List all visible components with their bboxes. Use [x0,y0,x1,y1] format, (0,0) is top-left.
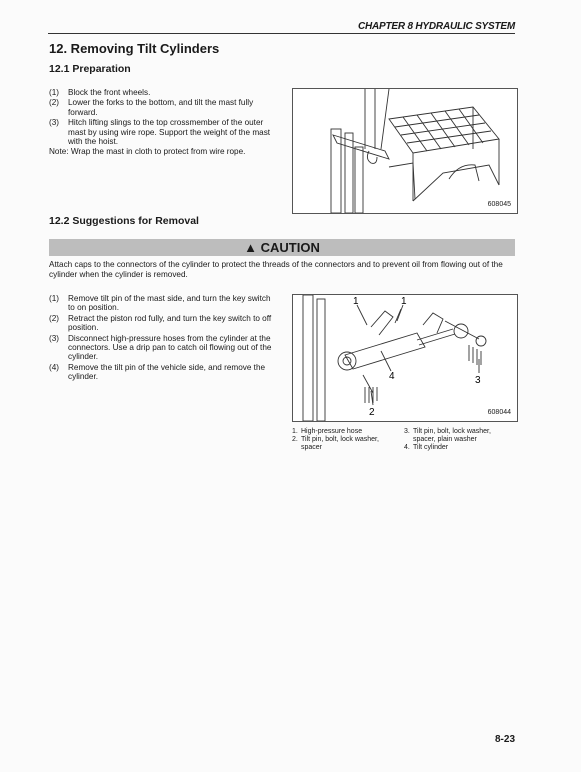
step-text: Block the front wheels. [68,88,151,97]
legend-column-left [292,428,397,452]
legend-number: 3. [404,428,410,435]
legend-item [404,428,509,444]
legend-text: Tilt pin, bolt, lock washer, spacer, plain washer [413,428,491,443]
legend-text: Tilt pin, bolt, lock washer, spacer [301,436,379,451]
step-number: (3) [49,333,60,343]
callout-cylinder-4: 4 [389,371,395,382]
list-item [49,98,277,117]
removal-steps [49,294,277,383]
step-number: (4) [49,362,60,372]
legend-item [292,428,397,436]
legend-text: Tilt cylinder [413,444,449,451]
callout-hose-1: 1 [353,296,359,307]
caution-banner [49,239,515,256]
figure-code: 608044 [487,409,511,416]
header-rule [48,33,515,34]
legend-number: 4. [404,444,410,451]
removal-title: 12.2 Suggestions for Removal [49,215,199,227]
list-item [49,118,277,146]
list-item [49,314,277,333]
warning-triangle-icon: ▲ [244,240,258,255]
caution-text: Attach caps to the connectors of the cylinder to protect the threads of the connectors and to prevent oil from flowing out of the cylinder when the cylinder is removed. [49,260,503,279]
step-text: Remove tilt pin of the mast side, and turn the key switch to on position. [68,294,271,313]
tilt-cylinder-figure [292,294,518,422]
step-text: Lower the forks to the bottom, and tilt the mast fully forward. [68,98,254,117]
mast-hoist-figure [292,88,518,214]
preparation-steps [49,88,277,157]
legend-item [292,436,397,452]
page-number: 8-23 [494,734,515,745]
list-item [49,294,277,313]
step-number: (3) [49,118,60,128]
preparation-title: 12.1 Preparation [49,63,131,75]
tilt-cylinder-illustration [293,295,517,421]
caution-title: CAUTION [260,240,320,255]
callout-pin-2: 2 [369,407,375,418]
list-item [49,334,277,362]
step-number: (1) [49,294,60,303]
callout-hose-2: 1 [401,296,407,307]
legend-column-right [404,428,509,452]
step-number: (1) [49,88,60,97]
callout-pin-3: 3 [475,375,481,386]
section-title: 12. Removing Tilt Cylinders [49,41,220,56]
legend-number: 1. [292,428,298,435]
list-item [49,363,277,382]
legend-text: High-pressure hose [301,428,363,435]
legend-number: 2. [292,436,298,443]
step-number: (2) [49,313,60,323]
chapter-header: CHAPTER 8 HYDRAULIC SYSTEM [357,21,515,32]
list-item [49,88,277,97]
figure-code: 608045 [487,201,511,208]
step-number: (2) [49,98,60,108]
note: Note: Wrap the mast in cloth to protect from wire rope. [49,147,246,157]
legend-item [404,444,509,452]
mast-hoist-illustration [293,89,517,213]
step-text: Retract the piston rod fully, and turn the key switch to off position. [68,313,272,333]
step-text: Hitch lifting slings to the top crossmember of the outer mast by using wire rope. Support the weight of the mast with the hoist. [68,118,271,147]
step-text: Disconnect high-pressure hoses from the cylinder at the connectors. Use a drip pan to catch oil flowing out of the cylinder. [68,333,272,362]
step-text: Remove the tilt pin of the vehicle side, and remove the cylinder. [68,362,266,382]
